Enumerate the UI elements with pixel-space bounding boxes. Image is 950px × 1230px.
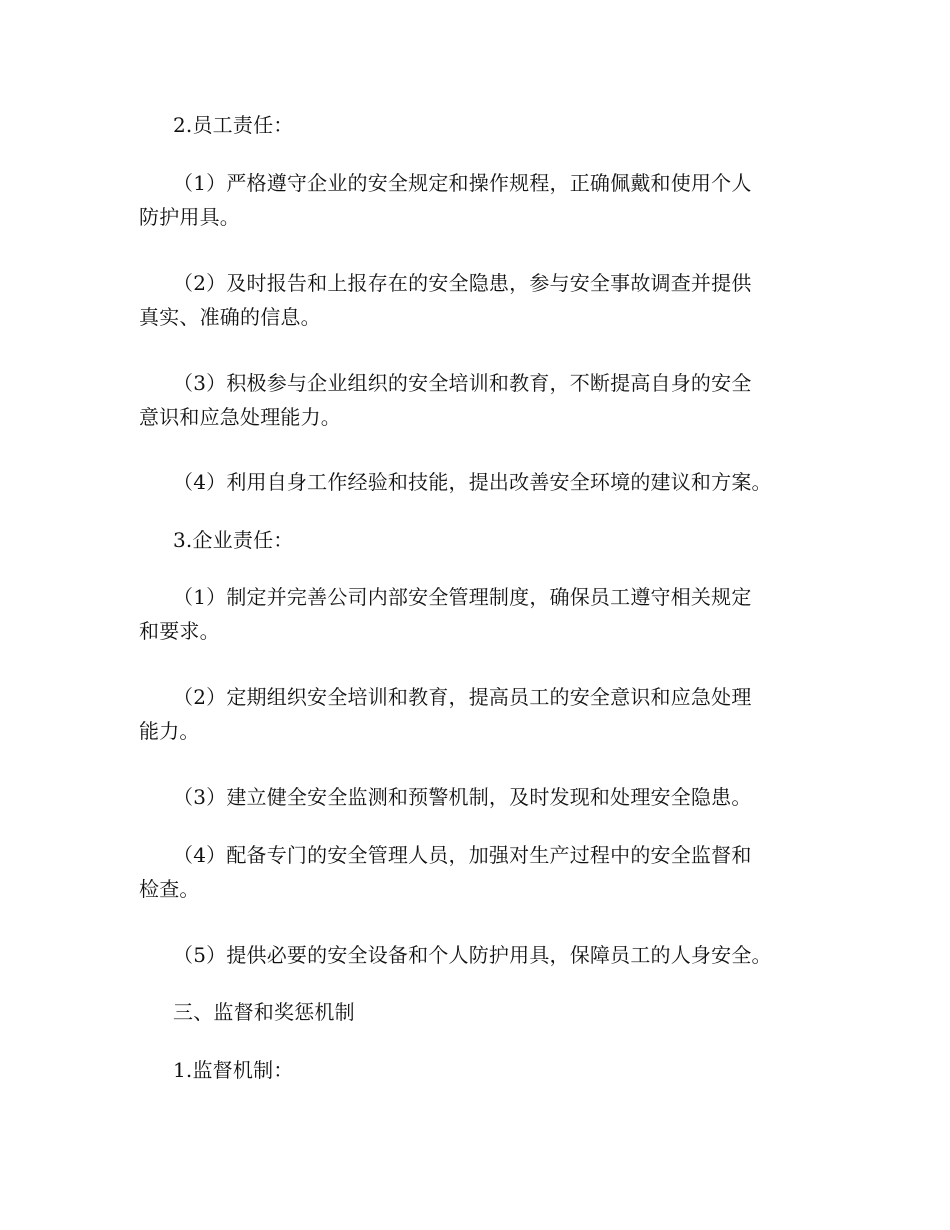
enterprise-item-4 (139, 838, 839, 906)
supervision-heading: 1.监督机制： (173, 1058, 294, 1082)
employee-item-1-line-1: （1）严格遵守企业的安全规定和操作规程，正确佩戴和使用个人 (173, 171, 752, 195)
employee-item-1-line-2: 防护用具。 (139, 205, 240, 229)
enterprise-item-5: （5）提供必要的安全设备和个人防护用具，保障员工的人身安全。 (173, 943, 772, 967)
employee-item-3 (139, 366, 839, 434)
enterprise-item-2-line-2: 能力。 (139, 719, 200, 743)
enterprise-item-1-line-2: 和要求。 (139, 619, 220, 643)
enterprise-item-2-line-1: （2）定期组织安全培训和教育，提高员工的安全意识和应急处理 (173, 685, 752, 709)
section-three-heading: 三、监督和奖惩机制 (173, 1000, 355, 1024)
employee-item-3-line-2: 意识和应急处理能力。 (139, 405, 341, 429)
enterprise-item-4-line-2: 检查。 (139, 877, 200, 901)
employee-item-2 (139, 266, 839, 334)
enterprise-item-2 (139, 680, 839, 748)
enterprise-item-1 (139, 580, 839, 648)
employee-item-4: （4）利用自身工作经验和技能，提出改善安全环境的建议和方案。 (173, 470, 772, 494)
employee-item-3-line-1: （3）积极参与企业组织的安全培训和教育，不断提高自身的安全 (173, 371, 752, 395)
employee-responsibility-heading: 2.员工责任： (173, 113, 294, 137)
employee-item-2-line-2: 真实、准确的信息。 (139, 305, 321, 329)
employee-item-1 (139, 166, 839, 234)
employee-item-2-line-1: （2）及时报告和上报存在的安全隐患，参与安全事故调查并提供 (173, 271, 752, 295)
enterprise-item-1-line-1: （1）制定并完善公司内部安全管理制度，确保员工遵守相关规定 (173, 585, 752, 609)
enterprise-responsibility-heading: 3.企业责任： (173, 528, 294, 552)
enterprise-item-4-line-1: （4）配备专门的安全管理人员，加强对生产过程中的安全监督和 (173, 843, 752, 867)
enterprise-item-3: （3）建立健全安全监测和预警机制，及时发现和处理安全隐患。 (173, 785, 752, 809)
